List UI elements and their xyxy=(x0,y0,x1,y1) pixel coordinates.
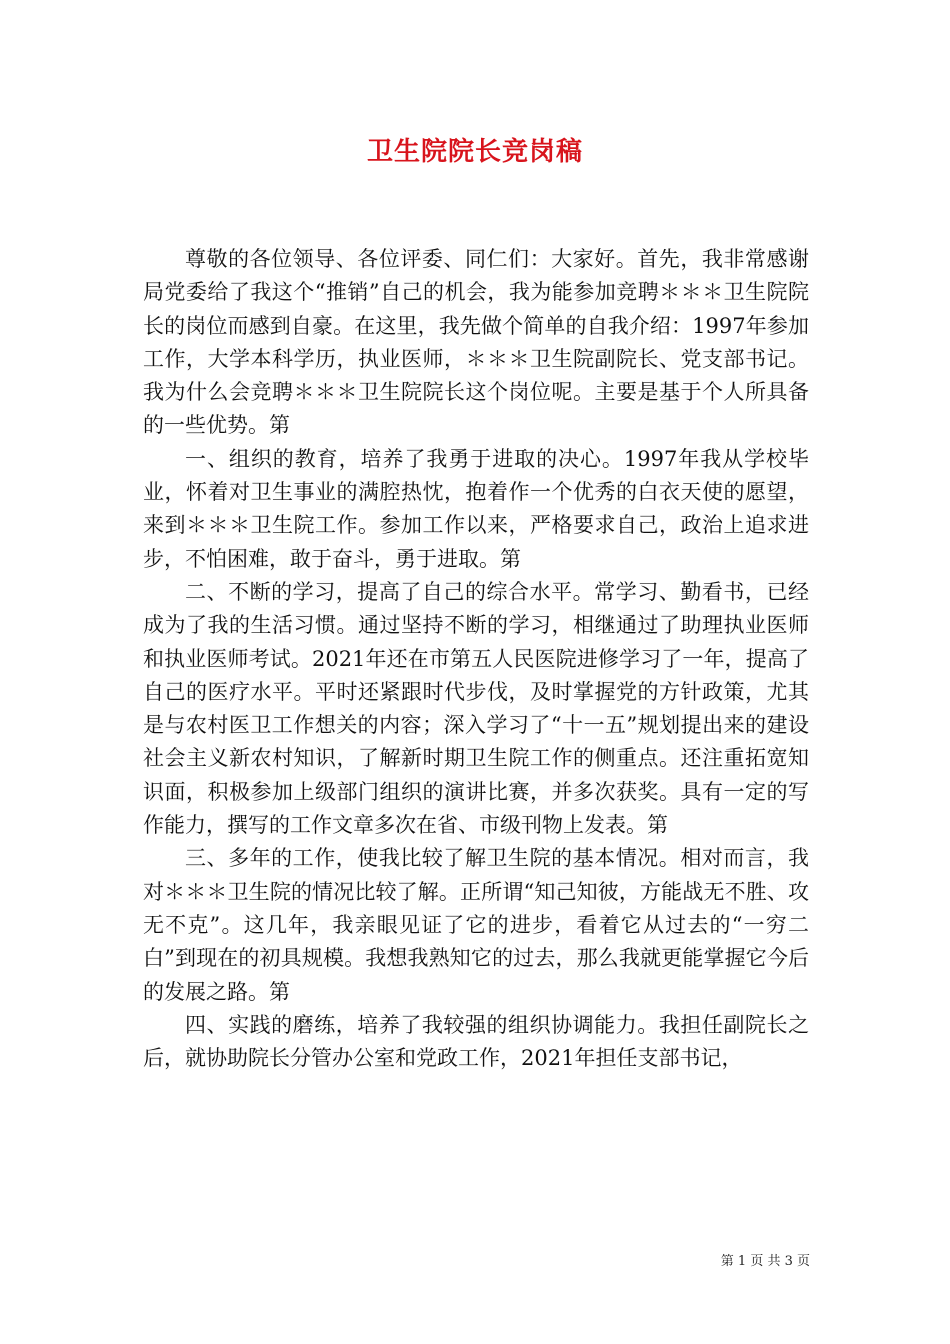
paragraph-point-4: 四、实践的磨练，培养了我较强的组织协调能力。我担任副院长之后，就协助院长分管办公室和党政工作，2021年担任支部书记， xyxy=(143,1012,809,1071)
paragraph-point-2: 二、不断的学习，提高了自己的综合水平。常学习、勤看书，已经成为了我的生活习惯。通过坚持不断的学习，相继通过了助理执业医师和执业医师考试。2021年还在市第五人民医院进修学习了一年，提高了自己的医疗水平。平时还紧跟时代步伐，及时掌握党的方针政策，尤其是与农村医卫工作想关的内容；深入学习了“十一五”规划提出来的建设社会主义新农村知识，了解新时期卫生院工作的侧重点。还注重拓宽知识面，积极参加上级部门组织的演讲比赛，并多次获奖。具有一定的写作能力，撰写的工作文章多次在省、市级刊物上发表。第 xyxy=(143,579,809,838)
paragraph-point-3: 三、多年的工作，使我比较了解卫生院的基本情况。相对而言，我对＊＊＊卫生院的情况比较了解。正所谓“知己知彼，方能战无不胜、攻无不克”。这几年，我亲眼见证了它的进步，看着它从过去的“一穷二白”到现在的初具规模。我想我熟知它的过去，那么我就更能掌握它今后的发展之路。第 xyxy=(143,846,809,1004)
page-number: 第 1 页 共 3 页 xyxy=(720,1254,810,1269)
document-body xyxy=(143,243,809,1075)
paragraph-intro: 尊敬的各位领导、各位评委、同仁们：大家好。首先，我非常感谢局党委给了我这个“推销”自己的机会，我为能参加竞聘＊＊＊卫生院院长的岗位而感到自豪。在这里，我先做个简单的自我介绍：1997年参加工作，大学本科学历，执业医师，＊＊＊卫生院副院长、党支部书记。我为什么会竞聘＊＊＊卫生院院长这个岗位呢。主要是基于个人所具备的一些优势。第 xyxy=(143,247,809,438)
paragraph-point-1: 一、组织的教育，培养了我勇于进取的决心。1997年我从学校毕业，怀着对卫生事业的满腔热忱，抱着作一个优秀的白衣天使的愿望，来到＊＊＊卫生院工作。参加工作以来，严格要求自己，政治上追求进步，不怕困难，敢于奋斗，勇于进取。第 xyxy=(143,446,809,571)
document-title: 卫生院院长竞岗稿 xyxy=(366,137,583,167)
